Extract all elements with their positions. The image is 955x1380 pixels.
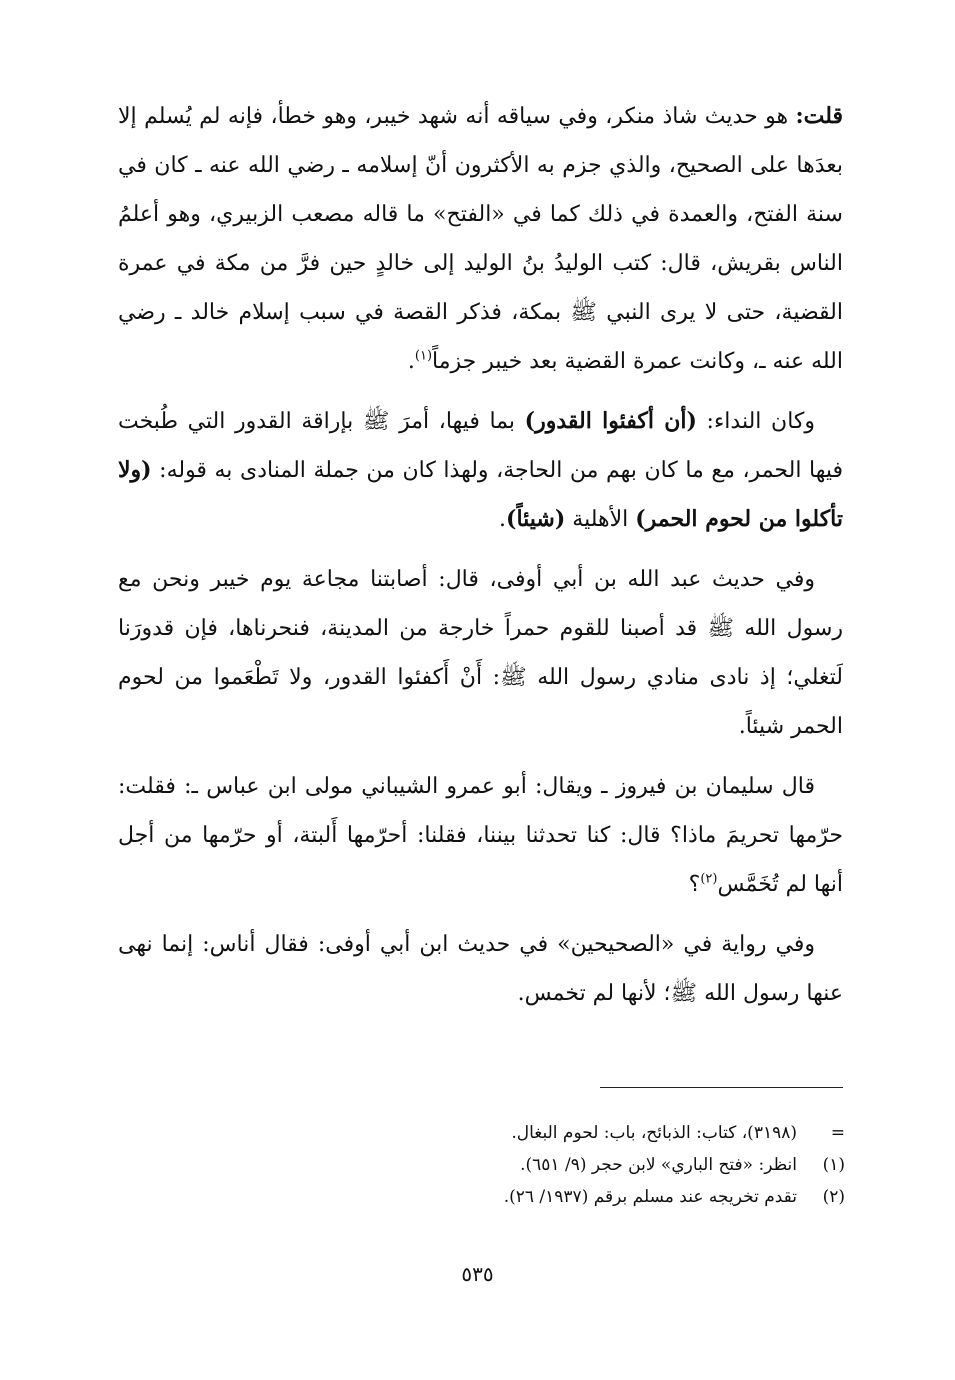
- footnote-marker: =: [830, 1123, 845, 1143]
- paragraph-2: [118, 397, 843, 544]
- paragraph-3: [118, 555, 843, 751]
- paragraph-5-text: وفي رواية في «الصحيحين» في حديث ابن أبي أوفى: فقال أناس: إنما نهى عنها رسول الله ﷺ؛ لأنها لم تخمس.: [118, 932, 843, 1006]
- footnote-text: تقدم تخريجه عند مسلم برقم (١٩٣٧/ ٢٦).: [503, 1187, 797, 1207]
- paragraph-1-text: هو حديث شاذ منكر، وفي سياقه أنه شهد خيبر، وهو خطأ، فإنه لم يُسلم إلا بعدَها على الصحيح، والذي جزم به الأكثرون أنّ إسلامه ـ رضي الله عنه ـ كان في سنة الفتح، والعمدة في ذلك كما في «الفتح» ما قاله مصعب الزبيري، وهو أعلمُ الناس بقريش، قال: كتب الوليدُ بنُ الوليد إلى خالدٍ حين فرَّ من مكة في عمرة القضية، حتى لا يرى النبي ﷺ بمكة، فذكر القصة في سبب إسلام خالد ـ رضي الله عنه ـ، وكانت عمرة القضية بعد خيبر جزماً: [118, 104, 843, 374]
- footnote-1: [300, 1149, 845, 1181]
- footnote-marker: (٢): [822, 1187, 845, 1207]
- footnote-ref-2[interactable]: (٢): [700, 871, 718, 887]
- paragraph-2-mid: بما فيها، أمرَ ﷺ بإراقة القدور التي طُبخت فيها الحمر، مع ما كان بهم من الحاجة، ولهذا كان من جملة المنادى به قوله:: [118, 409, 843, 483]
- paragraph-2-bold-quote-1: (أن أكفئوا القدور): [524, 408, 697, 434]
- paragraph-1-lead: قلت:: [795, 103, 844, 129]
- paragraph-2-tail: .: [499, 507, 507, 532]
- paragraph-3-text: وفي حديث عبد الله بن أبي أوفى، قال: أصابتنا مجاعة يوم خيبر ونحن مع رسول الله ﷺ قد أصبنا للقوم حمراً خارجة من المدينة، فنحرناها، فإن قدورَنا لَتغلي؛ إذ نادى منادي رسول الله ﷺ: أَنْ أَكفئوا القدور، ولا تَطْعَموا من لحوم الحمر شيئاً.: [118, 567, 843, 739]
- footnote-2: [300, 1181, 845, 1213]
- paragraph-2-mid2: الأهلية: [565, 507, 636, 532]
- paragraph-1: [118, 92, 843, 386]
- footnote-continuation: [300, 1117, 845, 1149]
- paragraph-1-tail: .: [407, 349, 415, 374]
- footnote-ref-1[interactable]: (١): [414, 348, 433, 364]
- paragraph-4-tail: ؟: [688, 872, 701, 897]
- main-text: [118, 92, 843, 1029]
- footnotes: [300, 1117, 845, 1213]
- page-number: ٥٣٥: [461, 1262, 494, 1286]
- paragraph-4-text: قال سليمان بن فيروز ـ ويقال: أبو عمرو الشيباني مولى ابن عباس ـ: فقلت: حرّمها تحريمَ ماذا؟ قال: كنا تحدثنا بيننا، فقلنا: أحرّمها أَلبتة، أو حرّمها من أجل أنها لم تُخَمَّس: [118, 774, 843, 897]
- paragraph-2-bold-quote-3: (شيئاً): [506, 506, 566, 532]
- paragraph-2-bold-quote-2: (ولا تأكلوا من لحوم الحمر): [118, 457, 843, 532]
- footnote-text: انظر: «فتح الباري» لابن حجر (٩/ ٦٥١).: [520, 1155, 797, 1175]
- footnote-separator: [600, 1087, 843, 1088]
- footnote-marker: (١): [822, 1155, 845, 1175]
- paragraph-4: [118, 762, 843, 909]
- footnote-text: (٣١٩٨)، كتاب: الذبائح، باب: لحوم البغال.: [511, 1123, 797, 1143]
- paragraph-2-pre: وكان النداء:: [696, 409, 815, 434]
- paragraph-5: [118, 920, 843, 1018]
